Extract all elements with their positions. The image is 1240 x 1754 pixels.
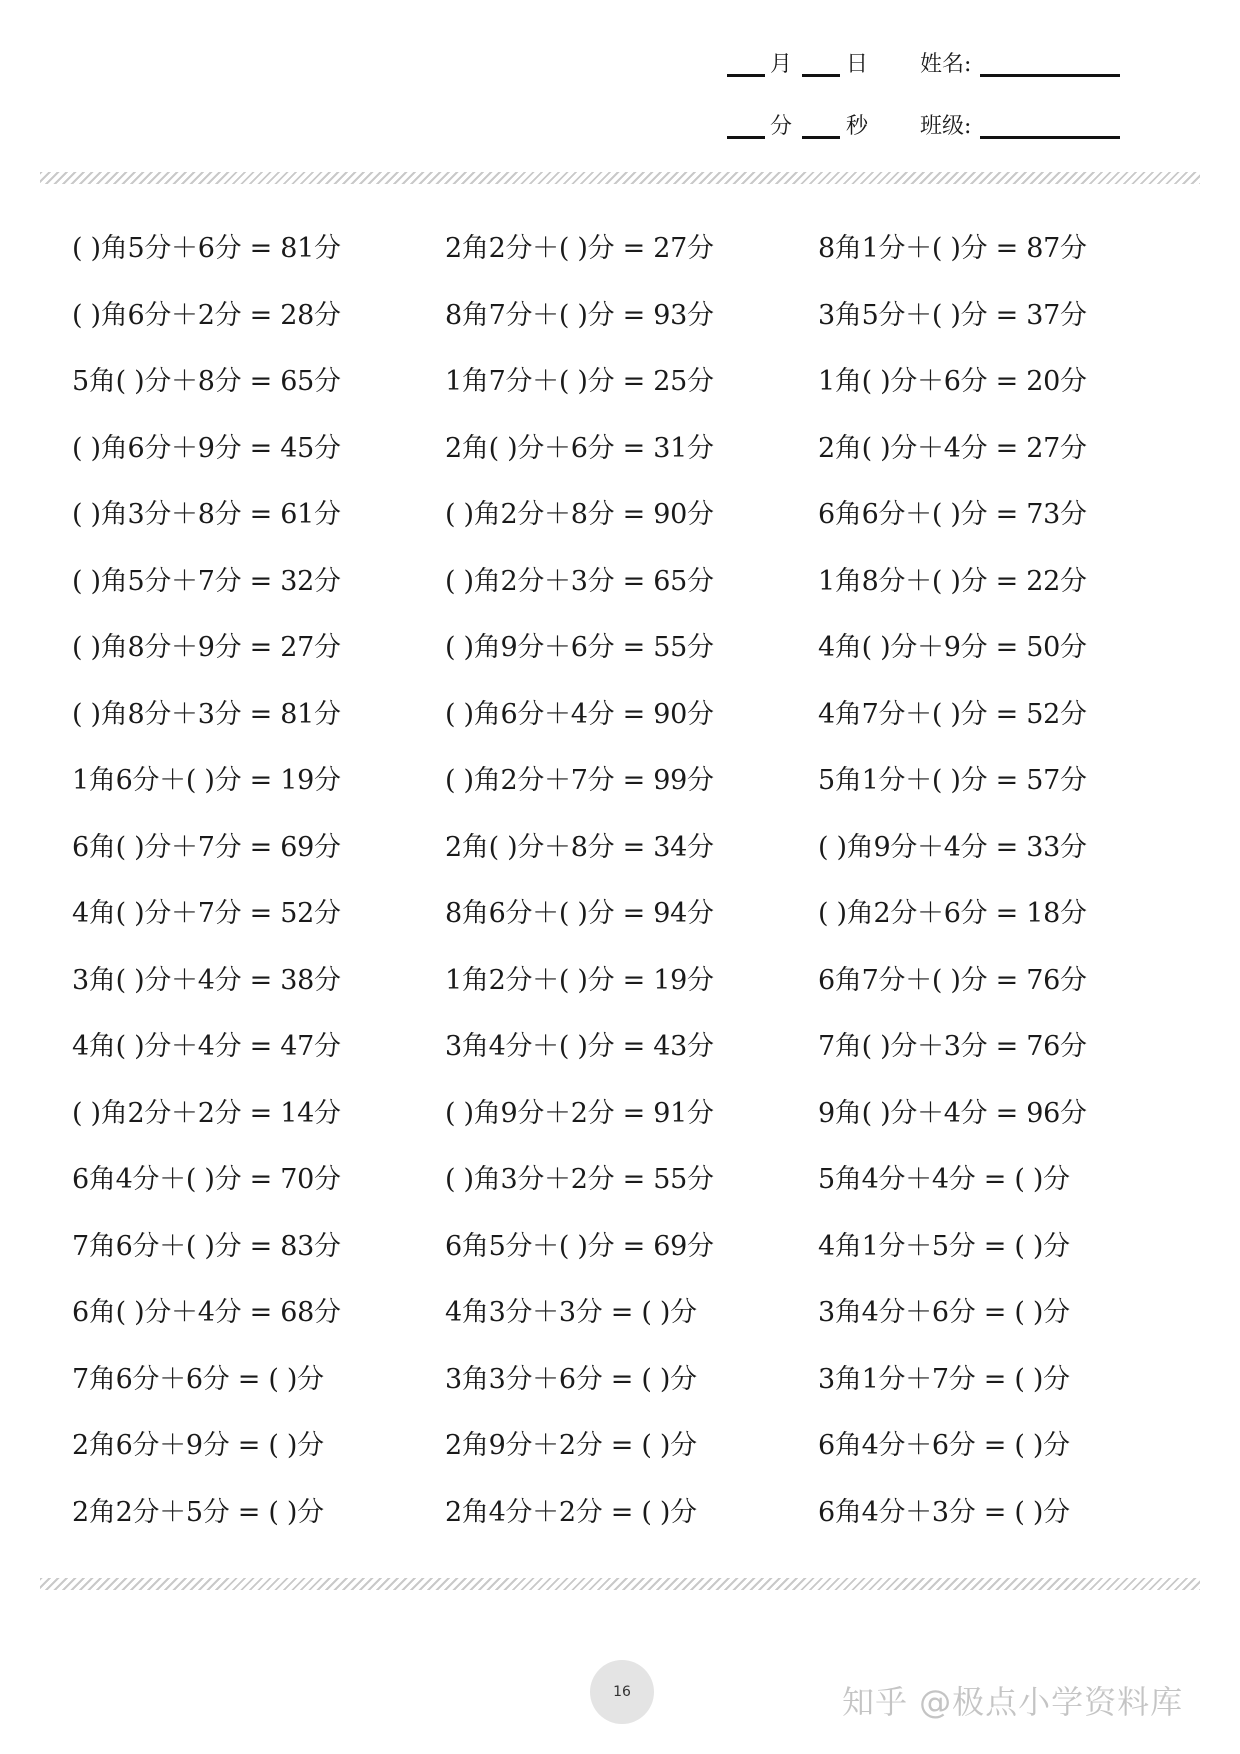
problem-item: 7角6分＋6分 = ( )分 [72,1363,324,1395]
problem-item: 4角1分＋5分 = ( )分 [818,1230,1070,1262]
problem-item: ( )角6分＋2分 = 28分 [72,299,341,331]
problem-item: 4角3分＋3分 = ( )分 [445,1297,697,1328]
problem-item: 4角7分＋( )分 = 52分 [818,698,1087,730]
problem-item: 3角1分＋7分 = ( )分 [818,1363,1070,1395]
problem-item: 2角( )分＋6分 = 31分 [445,432,714,464]
problem-item: 7角( )分＋3分 = 76分 [818,1031,1087,1062]
problem-item: ( )角3分＋8分 = 61分 [72,499,341,530]
month-blank[interactable] [727,74,765,77]
problem-item: 1角8分＋( )分 = 22分 [818,565,1087,597]
class-label: 班级: [920,114,972,139]
problem-item: ( )角5分＋6分 = 81分 [72,233,341,264]
problem-item: 8角7分＋( )分 = 93分 [445,299,714,331]
problem-item: 3角5分＋( )分 = 37分 [818,299,1087,331]
problem-item: ( )角9分＋2分 = 91分 [445,1097,714,1129]
bottom-hatched-divider [40,1578,1200,1590]
second-blank[interactable] [802,136,840,139]
problem-item: 6角7分＋( )分 = 76分 [818,964,1087,996]
problem-item: 3角( )分＋4分 = 38分 [72,964,341,996]
problem-item: ( )角8分＋9分 = 27分 [72,632,341,663]
problem-item: 3角3分＋6分 = ( )分 [445,1363,697,1395]
problem-item: 2角( )分＋4分 = 27分 [818,432,1087,464]
problem-item: 8角6分＋( )分 = 94分 [445,898,714,929]
problem-item: 6角4分＋6分 = ( )分 [818,1430,1070,1461]
header-date-name-row [0,46,1240,86]
problem-item: ( )角3分＋2分 = 55分 [445,1164,714,1195]
problem-item: 3角4分＋( )分 = 43分 [445,1031,714,1062]
problem-item: 9角( )分＋4分 = 96分 [818,1097,1087,1129]
problem-item: 2角2分＋5分 = ( )分 [72,1496,324,1528]
problem-item: 1角2分＋( )分 = 19分 [445,964,714,996]
problem-item: ( )角9分＋4分 = 33分 [818,831,1087,863]
day-label: 日 [846,52,869,77]
problem-item: 5角4分＋4分 = ( )分 [818,1164,1070,1195]
problem-item: 6角( )分＋7分 = 69分 [72,831,341,863]
problem-item: 2角( )分＋8分 = 34分 [445,831,714,863]
problem-item: 2角6分＋9分 = ( )分 [72,1430,324,1461]
header-time-class-row [0,108,1240,148]
problem-item: ( )角2分＋7分 = 99分 [445,765,714,796]
page-number: 16 [590,1660,654,1724]
problem-item: 2角4分＋2分 = ( )分 [445,1496,697,1528]
problem-item: 5角( )分＋8分 = 65分 [72,366,341,397]
problem-item: ( )角2分＋6分 = 18分 [818,898,1087,929]
minute-blank[interactable] [727,136,765,139]
problem-item: 2角2分＋( )分 = 27分 [445,233,714,264]
problem-item: 2角9分＋2分 = ( )分 [445,1430,697,1461]
minute-label: 分 [770,114,793,139]
second-label: 秒 [846,114,869,139]
problem-item: 4角( )分＋4分 = 47分 [72,1031,341,1062]
problem-item: ( )角9分＋6分 = 55分 [445,632,714,663]
problem-item: 6角4分＋3分 = ( )分 [818,1496,1070,1528]
problem-item: ( )角6分＋9分 = 45分 [72,432,341,464]
problem-item: 8角1分＋( )分 = 87分 [818,233,1087,264]
problem-item: 1角7分＋( )分 = 25分 [445,366,714,397]
problem-item: 5角1分＋( )分 = 57分 [818,765,1087,796]
class-blank[interactable] [980,136,1120,139]
month-label: 月 [770,52,793,77]
problem-item: ( )角6分＋4分 = 90分 [445,698,714,730]
problem-item: 1角6分＋( )分 = 19分 [72,765,341,796]
problem-item: 3角4分＋6分 = ( )分 [818,1297,1070,1328]
problem-item: 4角( )分＋9分 = 50分 [818,632,1087,663]
name-label: 姓名: [920,52,972,77]
top-hatched-divider [40,172,1200,184]
problem-item: 6角5分＋( )分 = 69分 [445,1230,714,1262]
watermark-text: 知乎 @极点小学资料库 [842,1683,1184,1721]
problem-item: 6角( )分＋4分 = 68分 [72,1297,341,1328]
problem-item: ( )角2分＋2分 = 14分 [72,1097,341,1129]
problem-grid [72,232,1192,1562]
problem-item: 4角( )分＋7分 = 52分 [72,898,341,929]
name-blank[interactable] [980,74,1120,77]
problem-item: 7角6分＋( )分 = 83分 [72,1230,341,1262]
problem-item: 6角4分＋( )分 = 70分 [72,1164,341,1195]
problem-item: 1角( )分＋6分 = 20分 [818,366,1087,397]
problem-item: ( )角2分＋3分 = 65分 [445,565,714,597]
problem-item: ( )角2分＋8分 = 90分 [445,499,714,530]
problem-item: ( )角8分＋3分 = 81分 [72,698,341,730]
day-blank[interactable] [802,74,840,77]
problem-item: 6角6分＋( )分 = 73分 [818,499,1087,530]
problem-item: ( )角5分＋7分 = 32分 [72,565,341,597]
